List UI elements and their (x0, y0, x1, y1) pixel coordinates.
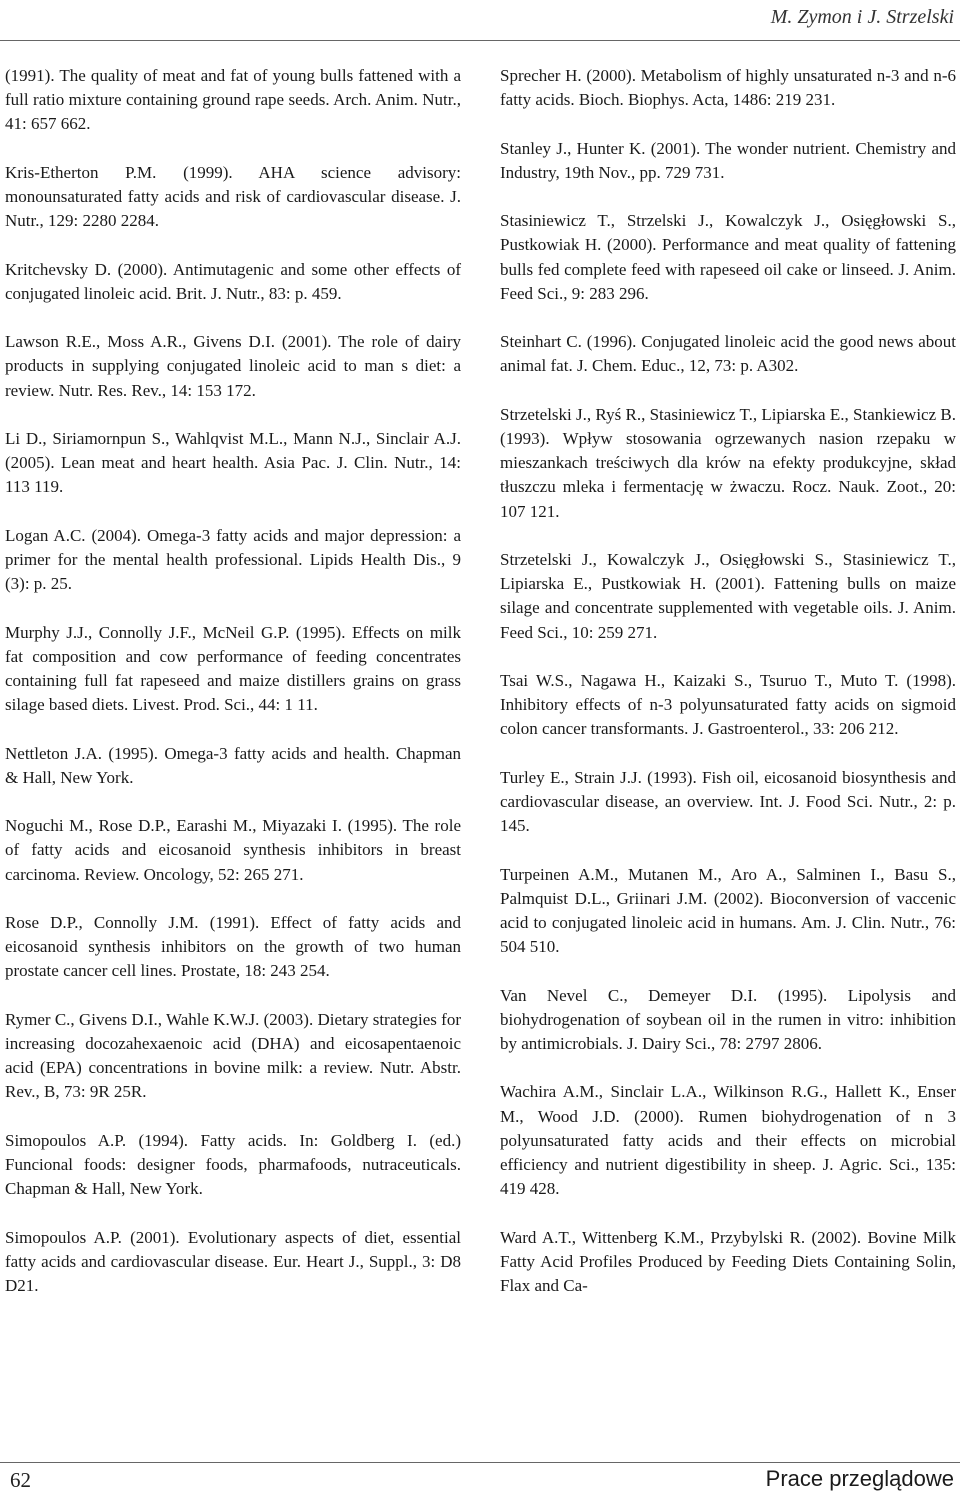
reference-entry: Wachira A.M., Sinclair L.A., Wilkinson R.G., Hallett K., Enser M., Wood J.D. (2000). Rumen biohydrogenation of n 3 polyunsaturated fatty acids and their effects on microbial efficiency and nutrient digestibility in sheep. J. Agric. Sci., 135: 419 428. (500, 1082, 956, 1199)
section-label: Prace przeglądowe (765, 1466, 954, 1491)
reference-entry: Van Nevel C., Demeyer D.I. (1995). Lipolysis and biohydrogenation of soybean oil in the rumen in vitro: inhibition by antimicrobials. J. Dairy Sci., 78: 2797 2806. (500, 985, 956, 1053)
page-number: 62 (10, 1468, 31, 1492)
reference-entry: Noguchi M., Rose D.P., Earashi M., Miyazaki I. (1995). The role of fatty acids and eicosanoid synthesis inhibitors in breast carcinoma. Review. Oncology, 52: 265 271. (5, 816, 461, 884)
reference-entry: Nettleton J.A. (1995). Omega-3 fatty acids and health. Chapman & Hall, New York. (5, 743, 461, 787)
reference-entry: Murphy J.J., Connolly J.F., McNeil G.P. (1995). Effects on milk fat composition and cow performance of feeding concentrates containing full fat rapeseed and maize distillers grains on grass silage based diets. Livest. Prod. Sci., 44: 1 11. (5, 622, 461, 715)
reference-entry: Kris-Etherton P.M. (1999). AHA science advisory: monounsaturated fatty acids and risk of cardiovascular disease. J. Nutr., 129: 2280 2284. (5, 162, 461, 231)
reference-entry: Stasiniewicz T., Strzelski J., Kowalczyk J., Osięgłowski S., Pustkowiak H. (2000). Performance and meat quality of fattening bulls fed complete feed with rapeseed oil cake or linseed. J. Anim. Feed Sci., 9: 283 296. (500, 211, 956, 303)
page-footer (0, 1462, 960, 1508)
reference-entry: Rose D.P., Connolly J.M. (1991). Effect of fatty acids and eicosanoid synthesis inhibitors on the growth of two human prostate cancer cell lines. Prostate, 18: 243 254. (5, 912, 461, 981)
references-column-right (500, 64, 956, 1322)
running-head-authors: M. Zymon i J. Strzelski (770, 6, 954, 28)
reference-entry: Turley E., Strain J.J. (1993). Fish oil, eicosanoid biosynthesis and cardiovascular disease, an overview. Int. J. Food Sci. Nutr., 2: p. 145. (500, 767, 956, 836)
page-header (0, 0, 960, 40)
footer-rule (0, 1462, 960, 1463)
reference-entry: Sprecher H. (2000). Metabolism of highly unsaturated n-3 and n-6 fatty acids. Bioch. Biophys. Acta, 1486: 219 231. (500, 66, 956, 110)
reference-entry: Steinhart C. (1996). Conjugated linoleic acid the good news about animal fat. J. Chem. Educ., 12, 73: p. A302. (500, 332, 956, 376)
reference-entry: Lawson R.E., Moss A.R., Givens D.I. (2001). The role of dairy products in supplying conjugated linoleic acid to man s diet: a review. Nutr. Res. Rev., 14: 153 172. (5, 332, 461, 400)
reference-entry: Kritchevsky D. (2000). Antimutagenic and some other effects of conjugated linoleic acid. Brit. J. Nutr., 83: p. 459. (5, 259, 461, 303)
reference-entry: Turpeinen A.M., Mutanen M., Aro A., Salminen I., Basu S., Palmquist D.L., Griinari J.M. (2002). Bioconversion of vaccenic acid to conjugated linoleic acid in humans. Am. J. Clin. Nutr., 76: 504 510. (500, 864, 956, 957)
reference-entry: (1991). The quality of meat and fat of young bulls fattened with a full ratio mixture containing ground rape seeds. Arch. Anim. Nutr., 41: 657 662. (5, 66, 461, 134)
reference-entry: Strzetelski J., Kowalczyk J., Osięgłowski S., Stasiniewicz T., Lipiarska E., Pustkowiak H. (2001). Fattening bulls on maize silage and concentrate supplemented with vegetable oils. J. Anim. Feed Sci., 10: 259 271. (500, 549, 956, 642)
reference-entry: Logan A.C. (2004). Omega-3 fatty acids and major depression: a primer for the mental health professional. Lipids Health Dis., 9 (3): p. 25. (5, 525, 461, 594)
references-column-left (5, 64, 461, 1322)
reference-entry: Simopoulos A.P. (1994). Fatty acids. In: Goldberg I. (ed.) Funcional foods: designer foods, pharmafoods, nutraceuticals. Chapman & Hall, New York. (5, 1130, 461, 1199)
reference-entry: Li D., Siriamornpun S., Wahlqvist M.L., Mann N.J., Sinclair A.J. (2005). Lean meat and heart health. Asia Pac. J. Clin. Nutr., 14: 113 119. (5, 428, 461, 497)
reference-entry: Ward A.T., Wittenberg K.M., Przybylski R. (2002). Bovine Milk Fatty Acid Profiles Produced by Feeding Diets Containing Solin, Flax and Ca- (500, 1227, 956, 1295)
reference-entry: Rymer C., Givens D.I., Wahle K.W.J. (2003). Dietary strategies for increasing docozahexaenoic acid (DHA) and eicosapentaenoic acid (EPA) concentrations in bovine milk: a review. Nutr. Abstr. Rev., B, 73: 9R 25R. (5, 1009, 461, 1102)
header-rule (0, 40, 960, 41)
reference-entry: Tsai W.S., Nagawa H., Kaizaki S., Tsuruo T., Muto T. (1998). Inhibitory effects of n-3 polyunsaturated fatty acids on sigmoid colon cancer transformants. J. Gastroenterol., 33: 206 212. (500, 670, 956, 739)
reference-entry: Simopoulos A.P. (2001). Evolutionary aspects of diet, essential fatty acids and cardiovascular disease. Eur. Heart J., Suppl., 3: D8 D21. (5, 1227, 461, 1295)
reference-entry: Stanley J., Hunter K. (2001). The wonder nutrient. Chemistry and Industry, 19th Nov., pp. 729 731. (500, 138, 956, 182)
reference-entry: Strzetelski J., Ryś R., Stasiniewicz T., Lipiarska E., Stankiewicz B. (1993). Wpływ stosowania ogrzewanych nasion rzepaku w mieszankach treściwych dla krów na efekty produkcyjne, skład tłuszczu mleka i fermentację w żwaczu. Rocz. Nauk. Zoot., 20: 107 121. (500, 404, 956, 521)
